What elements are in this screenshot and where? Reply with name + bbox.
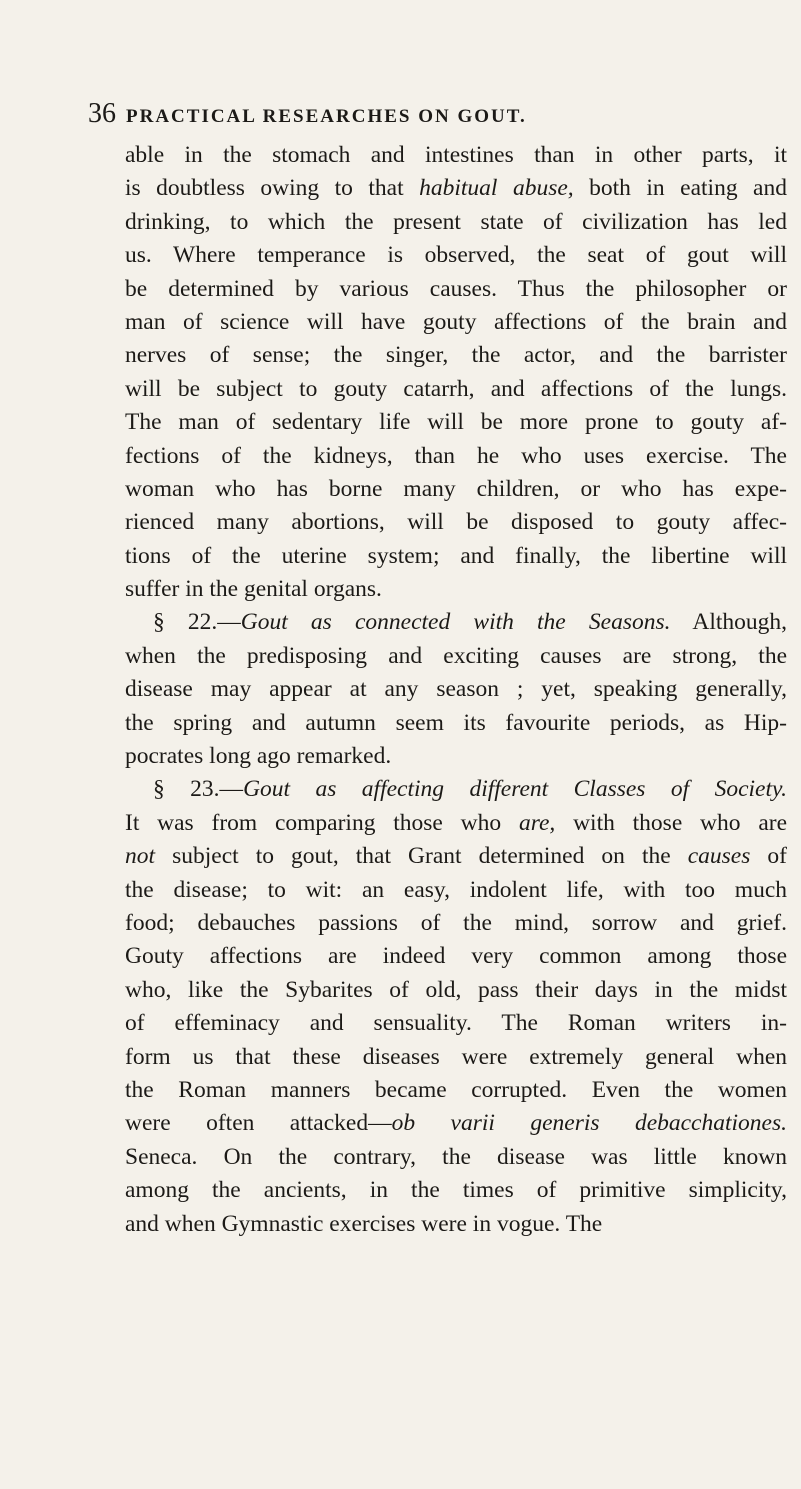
text-line xyxy=(125,506,787,539)
text-line xyxy=(125,773,787,806)
text-segment: pocrates long ago remarked. xyxy=(125,743,392,770)
page-header xyxy=(88,98,788,138)
text-line xyxy=(125,239,787,272)
body-text xyxy=(125,139,787,1241)
text-line xyxy=(125,540,787,573)
text-segment: with those who are xyxy=(555,809,787,836)
text-segment: disease may appear at any season ; yet, speaking generally, xyxy=(125,676,787,703)
text-line xyxy=(125,339,787,372)
running-title: PRACTICAL RESEARCHES ON GOUT. xyxy=(126,106,527,127)
text-line xyxy=(125,907,787,940)
text-segment: Seneca. On the contrary, the disease was little known xyxy=(125,1143,787,1170)
text-segment: among the ancients, in the times of primitive simplicity, xyxy=(125,1177,787,1204)
text-line xyxy=(125,172,787,205)
text-segment: Gout as affecting different Classes of Society. xyxy=(243,776,787,803)
text-segment: habitual abuse, xyxy=(419,175,574,202)
text-line xyxy=(125,673,787,706)
text-segment: who, like the Sybarites of old, pass their days in the midst xyxy=(125,976,787,1003)
text-segment: man of science will have gouty affections of the brain and xyxy=(125,308,787,335)
text-segment: not xyxy=(125,843,156,870)
text-line xyxy=(125,1141,787,1174)
text-line xyxy=(125,373,787,406)
text-segment: rienced many abortions, will be disposed to gouty affec- xyxy=(125,509,787,536)
text-segment: causes xyxy=(687,843,751,870)
text-line xyxy=(125,1007,787,1040)
text-line xyxy=(125,473,787,506)
text-segment: are, xyxy=(518,809,556,836)
text-segment: suffer in the genital organs. xyxy=(125,576,382,603)
text-segment: when the predisposing and exciting causes are strong, the xyxy=(125,642,787,669)
text-line xyxy=(125,206,787,239)
text-segment: Gout as connected with the Seasons. xyxy=(240,609,671,636)
text-line xyxy=(125,1107,787,1140)
text-line xyxy=(125,974,787,1007)
text-segment: form us that these diseases were extremely general when xyxy=(125,1043,787,1070)
text-line xyxy=(125,874,787,907)
text-segment: the spring and autumn seem its favourite periods, as Hip- xyxy=(125,709,787,736)
text-segment: is doubtless owing to that xyxy=(125,175,420,202)
text-segment: subject to gout, that Grant determined on the xyxy=(155,843,688,870)
text-segment: the Roman manners became corrupted. Even the women xyxy=(125,1076,787,1103)
text-segment: It was from comparing those who xyxy=(125,809,519,836)
text-segment: ob varii generis debacchationes. xyxy=(391,1110,787,1137)
text-line xyxy=(125,273,787,306)
page-number: 36 xyxy=(88,98,116,129)
text-line xyxy=(125,1041,787,1074)
text-segment: drinking, to which the present state of civilization has led xyxy=(125,208,787,235)
text-segment: woman who has borne many children, or who has expe- xyxy=(125,475,787,502)
text-segment: us. Where temperance is observed, the seat of gout will xyxy=(125,242,787,269)
text-segment: and when Gymnastic exercises were in vogue. The xyxy=(125,1210,603,1237)
text-line xyxy=(125,306,787,339)
text-segment: Gouty affections are indeed very common among those xyxy=(125,943,787,970)
text-line xyxy=(125,573,787,606)
text-segment: of xyxy=(750,843,787,870)
text-segment: food; debauches passions of the mind, sorrow and grief. xyxy=(125,909,787,936)
text-segment: nerves of sense; the singer, the actor, and the barrister xyxy=(125,342,787,369)
text-segment: fections of the kidneys, than he who uses exercise. The xyxy=(125,442,787,469)
text-line xyxy=(125,139,787,172)
text-line xyxy=(125,940,787,973)
text-line xyxy=(125,1208,787,1241)
text-segment: of effeminacy and sensuality. The Roman writers in- xyxy=(125,1010,787,1037)
text-segment: Although, xyxy=(670,609,787,636)
text-line xyxy=(125,440,787,473)
text-segment: the disease; to wit: an easy, indolent life, with too much xyxy=(125,876,787,903)
text-segment: § 23.— xyxy=(153,776,244,803)
text-segment: both in eating and xyxy=(573,175,787,202)
text-line xyxy=(125,606,787,639)
text-line xyxy=(125,807,787,840)
text-segment: will be subject to gouty catarrh, and affections of the lungs. xyxy=(125,375,787,402)
text-segment: able in the stomach and intestines than in other parts, it xyxy=(125,142,787,168)
text-line xyxy=(125,640,787,673)
text-line xyxy=(125,1174,787,1207)
text-line xyxy=(125,840,787,873)
text-segment: The man of sedentary life will be more prone to gouty af- xyxy=(125,409,787,436)
text-line xyxy=(125,707,787,740)
text-segment: be determined by various causes. Thus the philosopher or xyxy=(125,275,787,302)
text-line xyxy=(125,406,787,439)
text-line xyxy=(125,1074,787,1107)
text-line xyxy=(125,740,787,773)
text-segment: were often attacked— xyxy=(125,1110,392,1137)
text-segment: tions of the uterine system; and finally, the libertine will xyxy=(125,542,787,569)
text-segment: § 22.— xyxy=(153,609,241,636)
